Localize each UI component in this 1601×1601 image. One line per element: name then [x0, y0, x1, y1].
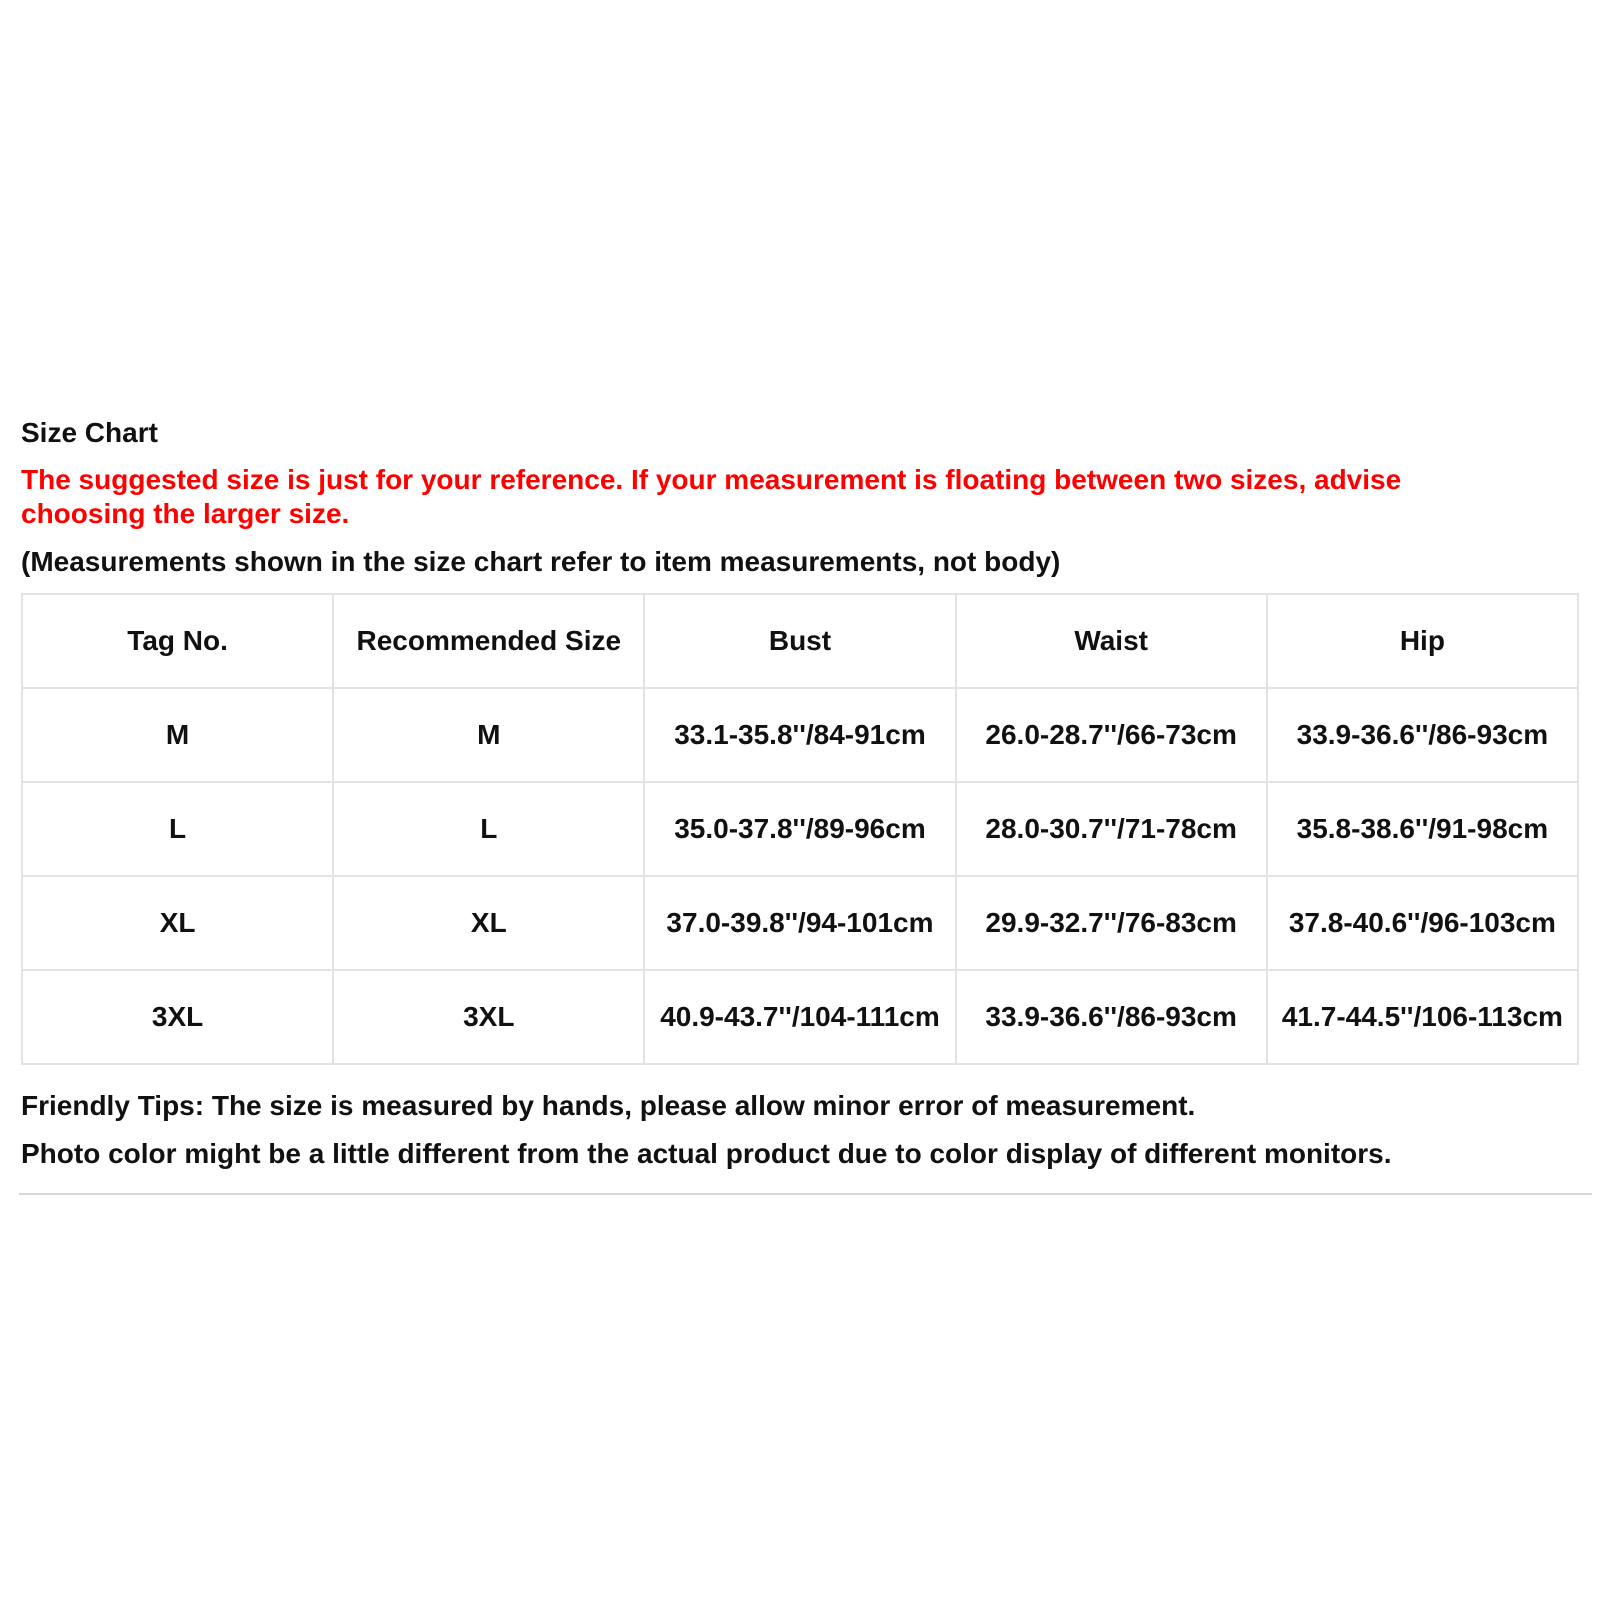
cell-hip: 37.8-40.6''/96-103cm	[1267, 876, 1578, 970]
friendly-tips: Friendly Tips: The size is measured by hands, please allow minor error of measurement.	[21, 1090, 1196, 1121]
size-chart-section	[21, 416, 1581, 1171]
header-tag-no: Tag No.	[22, 594, 333, 688]
cell-bust: 35.0-37.8''/89-96cm	[644, 782, 955, 876]
cell-bust: 40.9-43.7''/104-111cm	[644, 970, 955, 1064]
size-chart-title: Size Chart	[21, 417, 158, 448]
photo-color-note: Photo color might be a little different from the actual product due to color display of different monitors.	[21, 1138, 1392, 1169]
cell-recommended-size: L	[333, 782, 644, 876]
cell-waist: 28.0-30.7''/71-78cm	[956, 782, 1267, 876]
header-recommended-size: Recommended Size	[333, 594, 644, 688]
cell-tag-no: L	[22, 782, 333, 876]
table-row	[22, 688, 1578, 782]
table-row	[22, 876, 1578, 970]
header-waist: Waist	[956, 594, 1267, 688]
cell-recommended-size: XL	[333, 876, 644, 970]
cell-bust: 37.0-39.8''/94-101cm	[644, 876, 955, 970]
bottom-divider	[19, 1193, 1592, 1195]
measurement-note: (Measurements shown in the size chart refer to item measurements, not body)	[21, 546, 1061, 577]
cell-recommended-size: 3XL	[333, 970, 644, 1064]
cell-waist: 29.9-32.7''/76-83cm	[956, 876, 1267, 970]
cell-hip: 33.9-36.6''/86-93cm	[1267, 688, 1578, 782]
size-table	[21, 593, 1579, 1065]
size-warning-note: The suggested size is just for your reference. If your measurement is floating between two sizes, advise choosing the larger size.	[21, 464, 1402, 529]
cell-recommended-size: M	[333, 688, 644, 782]
header-hip: Hip	[1267, 594, 1578, 688]
cell-waist: 33.9-36.6''/86-93cm	[956, 970, 1267, 1064]
cell-tag-no: 3XL	[22, 970, 333, 1064]
cell-bust: 33.1-35.8''/84-91cm	[644, 688, 955, 782]
table-row	[22, 970, 1578, 1064]
size-table-header-row	[22, 594, 1578, 688]
cell-hip: 41.7-44.5''/106-113cm	[1267, 970, 1578, 1064]
cell-hip: 35.8-38.6''/91-98cm	[1267, 782, 1578, 876]
cell-tag-no: XL	[22, 876, 333, 970]
cell-waist: 26.0-28.7''/66-73cm	[956, 688, 1267, 782]
table-row	[22, 782, 1578, 876]
cell-tag-no: M	[22, 688, 333, 782]
header-bust: Bust	[644, 594, 955, 688]
